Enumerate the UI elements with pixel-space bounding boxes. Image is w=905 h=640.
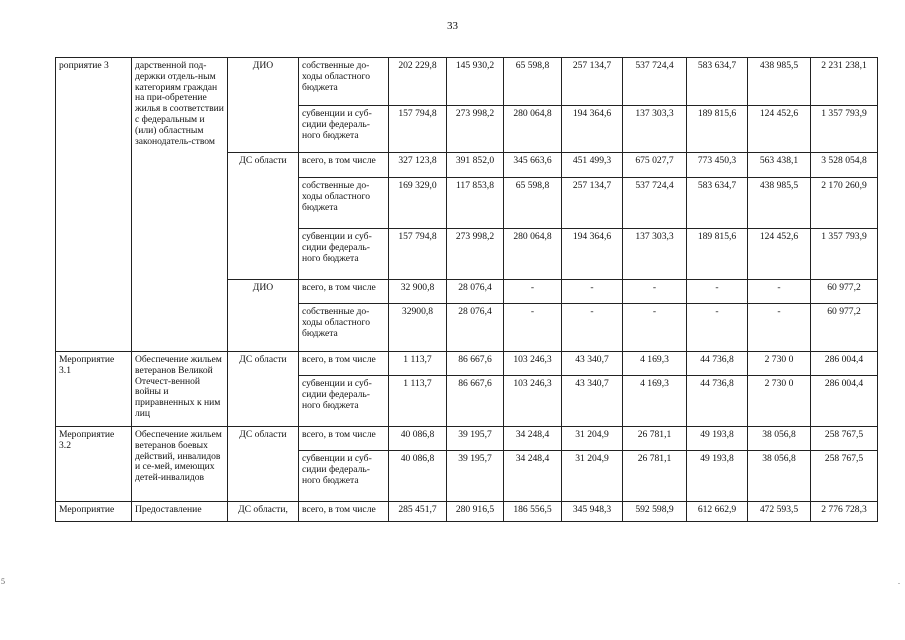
source-cell: субвенции и суб-сидии федераль-ного бюджета <box>299 451 389 502</box>
total-cell: 286 004,4 <box>811 376 878 427</box>
value-cell: 86 667,6 <box>447 376 504 427</box>
value-cell: 145 930,2 <box>447 58 504 106</box>
value-cell: - <box>562 304 623 352</box>
value-cell: - <box>748 280 811 304</box>
value-cell: 39 195,7 <box>447 427 504 451</box>
value-cell: - <box>687 304 748 352</box>
value-cell: 285 451,7 <box>389 502 447 522</box>
value-cell: 40 086,8 <box>389 451 447 502</box>
description-cell: дарственной под-держки отдель-ным категориям граждан на при-обретение жилья в соответствии с федеральным и (или) областным законодатель-ством <box>132 58 228 352</box>
org-cell: ДС области, <box>228 502 299 522</box>
total-cell: 2 170 260,9 <box>811 178 878 229</box>
total-cell: 60 977,2 <box>811 304 878 352</box>
value-cell: 583 634,7 <box>687 178 748 229</box>
page-number: 33 <box>447 20 458 32</box>
value-cell: 273 998,2 <box>447 106 504 153</box>
total-cell: 286 004,4 <box>811 352 878 376</box>
value-cell: 137 303,3 <box>623 229 687 280</box>
value-cell: 38 056,8 <box>748 451 811 502</box>
total-cell: 3 528 054,8 <box>811 153 878 178</box>
source-cell: всего, в том числе <box>299 427 389 451</box>
value-cell: 1 113,7 <box>389 352 447 376</box>
value-cell: 280 064,8 <box>504 229 562 280</box>
value-cell: 40 086,8 <box>389 427 447 451</box>
value-cell: 189 815,6 <box>687 106 748 153</box>
org-cell: ДИО <box>228 58 299 153</box>
value-cell: 438 985,5 <box>748 178 811 229</box>
table-row <box>56 58 878 106</box>
total-cell: 60 977,2 <box>811 280 878 304</box>
value-cell: 345 948,3 <box>562 502 623 522</box>
value-cell: 592 598,9 <box>623 502 687 522</box>
margin-mark-left: 5 <box>1 577 5 586</box>
table-row <box>56 427 878 451</box>
description-cell: Обеспечение жильем ветеранов боевых действий, инвалидов и се-мей, имеющих детей-инвалидов <box>132 427 228 502</box>
event-cell: Мероприятие 3.2 <box>56 427 132 502</box>
source-cell: субвенции и суб-сидии федераль-ного бюджета <box>299 229 389 280</box>
budget-table <box>55 57 878 522</box>
value-cell: 194 364,6 <box>562 229 623 280</box>
total-cell: 2 231 238,1 <box>811 58 878 106</box>
value-cell: 273 998,2 <box>447 229 504 280</box>
value-cell: 137 303,3 <box>623 106 687 153</box>
value-cell: 38 056,8 <box>748 427 811 451</box>
value-cell: 34 248,4 <box>504 427 562 451</box>
source-cell: собственные до-ходы областного бюджета <box>299 304 389 352</box>
value-cell: 391 852,0 <box>447 153 504 178</box>
value-cell: 32 900,8 <box>389 280 447 304</box>
value-cell: 169 329,0 <box>389 178 447 229</box>
org-cell: ДИО <box>228 280 299 352</box>
value-cell: 31 204,9 <box>562 451 623 502</box>
value-cell: 257 134,7 <box>562 178 623 229</box>
org-cell: ДС области <box>228 427 299 502</box>
value-cell: 4 169,3 <box>623 352 687 376</box>
value-cell: 43 340,7 <box>562 352 623 376</box>
value-cell: - <box>748 304 811 352</box>
value-cell: 65 598,8 <box>504 58 562 106</box>
total-cell: 1 357 793,9 <box>811 106 878 153</box>
event-cell: Мероприятие 3.1 <box>56 352 132 427</box>
description-cell: Предоставление <box>132 502 228 522</box>
value-cell: 117 853,8 <box>447 178 504 229</box>
source-cell: субвенции и суб-сидии федераль-ного бюджета <box>299 106 389 153</box>
value-cell: 189 815,6 <box>687 229 748 280</box>
value-cell: 583 634,7 <box>687 58 748 106</box>
value-cell: - <box>687 280 748 304</box>
value-cell: 157 794,8 <box>389 229 447 280</box>
total-cell: 258 767,5 <box>811 427 878 451</box>
value-cell: 49 193,8 <box>687 427 748 451</box>
value-cell: 28 076,4 <box>447 280 504 304</box>
value-cell: 31 204,9 <box>562 427 623 451</box>
value-cell: - <box>562 280 623 304</box>
total-cell: 258 767,5 <box>811 451 878 502</box>
source-cell: всего, в том числе <box>299 352 389 376</box>
value-cell: 194 364,6 <box>562 106 623 153</box>
value-cell: 537 724,4 <box>623 58 687 106</box>
value-cell: 1 113,7 <box>389 376 447 427</box>
value-cell: 103 246,3 <box>504 352 562 376</box>
value-cell: 280 064,8 <box>504 106 562 153</box>
value-cell: 44 736,8 <box>687 376 748 427</box>
value-cell: 612 662,9 <box>687 502 748 522</box>
value-cell: 675 027,7 <box>623 153 687 178</box>
source-cell: всего, в том числе <box>299 153 389 178</box>
value-cell: 2 730 0 <box>748 352 811 376</box>
value-cell: 39 195,7 <box>447 451 504 502</box>
value-cell: 49 193,8 <box>687 451 748 502</box>
value-cell: 4 169,3 <box>623 376 687 427</box>
org-cell: ДС области <box>228 352 299 427</box>
value-cell: 451 499,3 <box>562 153 623 178</box>
value-cell: 124 452,6 <box>748 106 811 153</box>
value-cell: 86 667,6 <box>447 352 504 376</box>
total-cell: 1 357 793,9 <box>811 229 878 280</box>
table-row <box>56 352 878 376</box>
value-cell: 563 438,1 <box>748 153 811 178</box>
source-cell: всего, в том числе <box>299 280 389 304</box>
event-cell: Мероприятие <box>56 502 132 522</box>
value-cell: 438 985,5 <box>748 58 811 106</box>
value-cell: 26 781,1 <box>623 451 687 502</box>
event-cell: роприятие 3 <box>56 58 132 352</box>
source-cell: собственные до-ходы областного бюджета <box>299 178 389 229</box>
value-cell: 2 730 0 <box>748 376 811 427</box>
margin-mark-right: . <box>898 577 900 586</box>
value-cell: 44 736,8 <box>687 352 748 376</box>
value-cell: 65 598,8 <box>504 178 562 229</box>
description-cell: Обеспечение жильем ветеранов Великой Отечест-венной войны и приравненных к ним лиц <box>132 352 228 427</box>
value-cell: 124 452,6 <box>748 229 811 280</box>
value-cell: 280 916,5 <box>447 502 504 522</box>
source-cell: субвенции и суб-сидии федераль-ного бюджета <box>299 376 389 427</box>
total-cell: 2 776 728,3 <box>811 502 878 522</box>
value-cell: 257 134,7 <box>562 58 623 106</box>
org-cell: ДС области <box>228 153 299 280</box>
source-cell: всего, в том числе <box>299 502 389 522</box>
value-cell: 28 076,4 <box>447 304 504 352</box>
value-cell: - <box>623 304 687 352</box>
value-cell: 43 340,7 <box>562 376 623 427</box>
source-cell: собственные до-ходы областного бюджета <box>299 58 389 106</box>
value-cell: 103 246,3 <box>504 376 562 427</box>
value-cell: 537 724,4 <box>623 178 687 229</box>
value-cell: 186 556,5 <box>504 502 562 522</box>
value-cell: 157 794,8 <box>389 106 447 153</box>
value-cell: 773 450,3 <box>687 153 748 178</box>
value-cell: - <box>623 280 687 304</box>
value-cell: - <box>504 280 562 304</box>
value-cell: 327 123,8 <box>389 153 447 178</box>
table-row <box>56 502 878 522</box>
value-cell: - <box>504 304 562 352</box>
value-cell: 26 781,1 <box>623 427 687 451</box>
value-cell: 34 248,4 <box>504 451 562 502</box>
value-cell: 345 663,6 <box>504 153 562 178</box>
value-cell: 202 229,8 <box>389 58 447 106</box>
value-cell: 32900,8 <box>389 304 447 352</box>
value-cell: 472 593,5 <box>748 502 811 522</box>
